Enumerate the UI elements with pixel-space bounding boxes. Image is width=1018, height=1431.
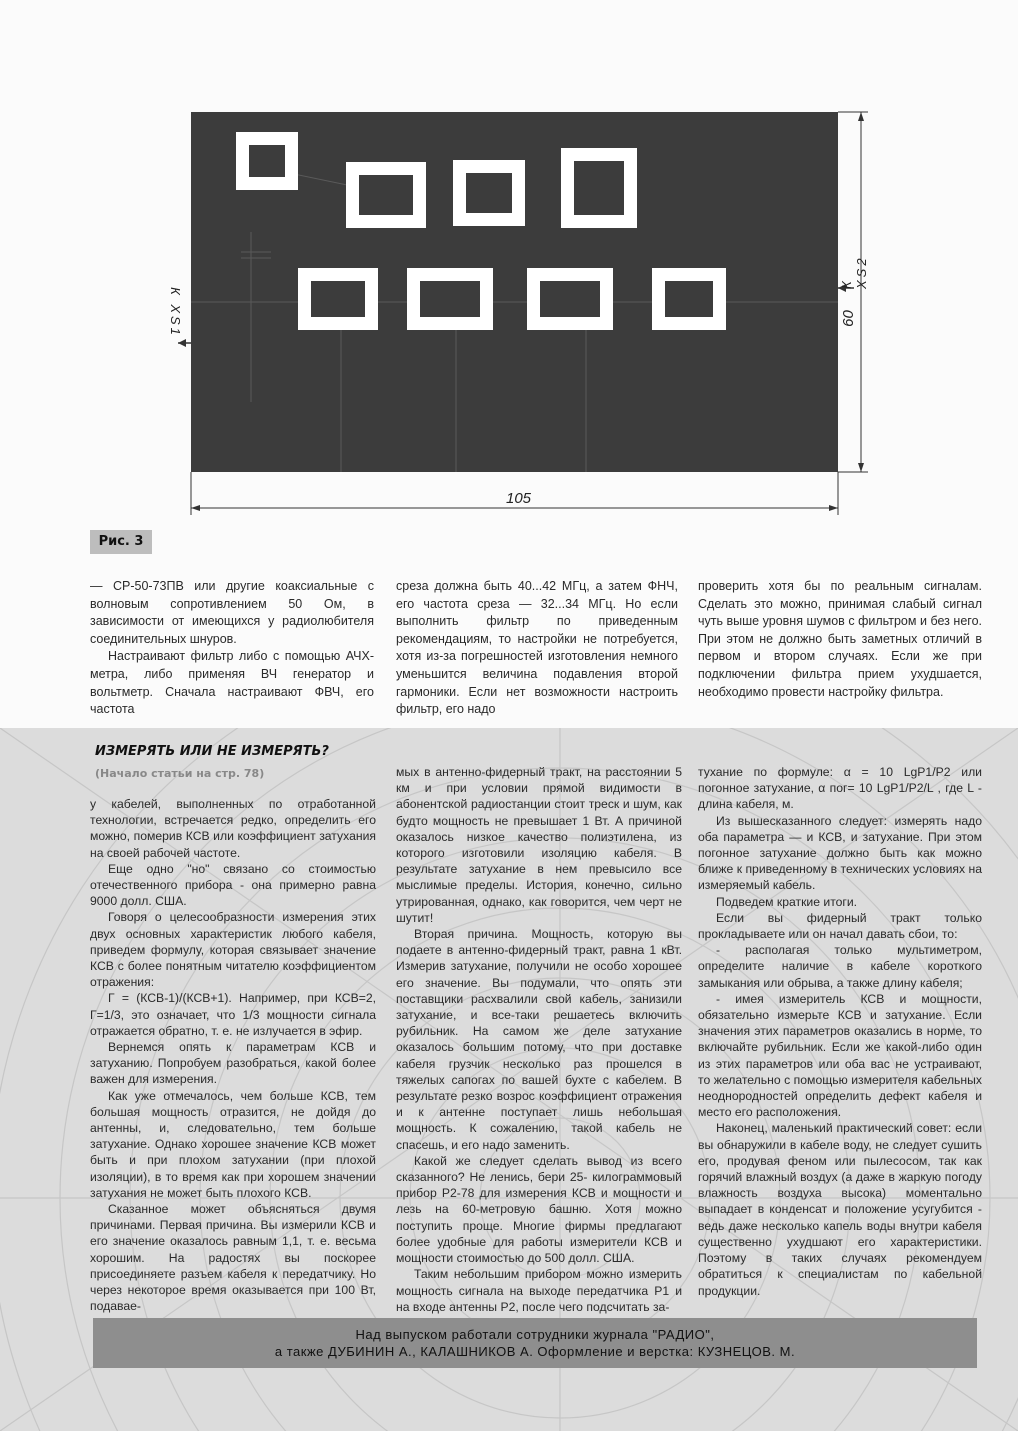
paragraph: мых в антенно-фидерный тракт, на расстоянии 5 км и при условии прямой видимости в абонентской радиостанции стоит треск и шум, как будто мощность не превышает 1 Вт. А причиной оказалось низкое качество полиэтилена, из которого изготовили изоляцию кабеля. В результате затухание в нем превысило все мыслимые пределы. История, конечно, сильно утрированная, однако, как говорится, чем черт не шутит! — [396, 765, 682, 925]
paragraph: Наконец, маленький практический совет: если вы обнаружили в кабеле воду, не следует сушить его, продувая феном или пылесосом, так как горячий влажный воздух (а даже в жаркую погоду влажность воздуха высока) моментально выпадает в конденсат и положение усугубится - ведь даже несколько капель воды внутри кабеля существенно ухудшают его характеристики. Поэтому в таких случаях рекомендуем обратиться к специалистам по кабельной продукции. — [698, 1121, 982, 1298]
dimension-height: 60 — [839, 310, 857, 327]
paragraph: Если вы фидерный тракт только прокладываете или он начал давать сбои, то: — [698, 910, 982, 942]
paragraph: Из вышесказанного следует: измерять надо оба параметра — и КСВ, и затухание. При этом погонное затухание должно быть как можно ближе к приведенному в технических условиях на измеряемый кабель. — [698, 813, 982, 893]
pad — [346, 162, 426, 228]
paragraph: среза должна быть 40...42 МГц, а затем ФНЧ, его частота среза — 32...34 МГц. Но если выполнить фильтр по приведенным рекомендациям, то настройки не потребуется, хотя из-за погрешностей изготовления немного уменьшится величина подавления второй гармоники. Если нет возможности настроить фильтр, его надо — [396, 579, 678, 717]
pad — [652, 268, 726, 330]
paragraph: Какой же следует сделать вывод из всего сказанного? Не ленись, бери 25- килограммовый прибор Р2-78 для измерения КСВ и мощности и лезь на 60-метровую башню. Хотя можно поступить проще. Многие фирмы предлагают более удобные для работы измерители КСВ и мощности стоимостью до 500 долл. США. — [396, 1153, 682, 1266]
list-item: - располагая только мультиметром, определите наличие в кабеле короткого замыкания или обрыва, а также длину кабеля; — [698, 943, 982, 990]
pad — [298, 268, 378, 330]
list-item: - имея измеритель КСВ и мощности, обязательно измерьте КСВ и затухание. Если значения этих параметров оказались в норме, то включайте рубильник. Если же какой-либо один из этих параметров или оба вас не устраивают, то желательно с помощью измерителя кабельных неоднородностей определить дефект кабеля и место его расположения. — [698, 991, 982, 1120]
pcb-board — [191, 112, 838, 472]
article-column-2 — [396, 764, 682, 1315]
paragraph: Как уже отмечалось, чем больше КСВ, тем большая мощность отразится, не дойдя до антенны, и, следовательно, тем больше затухание. Однако хорошее значение КСВ может быть и при плохом затухании (при плохой изоляции), в то время как при хорошем значении затухания не может быть плохого КСВ. — [90, 1088, 376, 1200]
paragraph: Говоря о целесообразности измерения этих двух основных характеристик любого кабеля, приведем формулу, которая связывает значение КСВ с более понятным читателю коэффициентом отражения: — [90, 910, 376, 990]
top-column-3 — [698, 578, 982, 701]
article-title: ИЗМЕРЯТЬ ИЛИ НЕ ИЗМЕРЯТЬ? — [95, 744, 329, 759]
credits-line-1: Над выпуском работали сотрудники журнала "РАДИО", — [355, 1327, 715, 1342]
credits-banner — [93, 1318, 977, 1368]
paragraph: у кабелей, выполненных по отработанной технологии, встречается редко, определить его можно, померив КСВ или коэффициент затухания на своей рабочей частоте. — [90, 797, 376, 860]
paragraph: Вторая причина. Мощность, которую вы подаете в антенно-фидерный тракт, равна 1 кВт. Измерив затухание, получили не особо хорошее его значение. Вы подумали, что опять эти поставщики расхвалили свой кабель, занизили затухание, и все-таки решаетесь включить рубильник. На самом же деле затухание оказалось большим потому, что при доставке кабеля грузчик несколько раз прошелся в тяжелых сапогах по вашей бухте с кабелем. В результате резко возрос коэффициент отражения и к антенне поступает лишь небольшая мощность. К сожалению, такой кабель не спасешь, и его надо заменить. — [396, 927, 682, 1152]
top-column-2 — [396, 578, 678, 719]
paragraph: Подведем краткие итоги. — [716, 894, 858, 909]
pad — [407, 268, 493, 330]
top-column-1 — [90, 578, 374, 719]
connector-xs2-label: К XS2 — [839, 255, 869, 289]
pad-small — [236, 132, 298, 190]
pad — [561, 148, 637, 228]
formula-paragraph: тухание по формуле: α = 10 LgP1/P2 или погонное затухание, α пог= 10 LgP1/P2/L , где L - длина кабеля, м. — [698, 765, 982, 812]
article-column-1 — [90, 796, 376, 1315]
paragraph: — СР-50-73ПВ или другие коаксиальные с волновым сопротивлением 50 Ом, в зависимости от имеющихся у радиолюбителя соединительных шнуров. — [90, 579, 374, 646]
paragraph: Настраивают фильтр либо с помощью АЧХ-метра, либо применяя ВЧ генератор и вольтметр. Сначала настраивают ФВЧ, его частота — [90, 649, 374, 717]
pad — [527, 268, 613, 330]
article-column-3 — [698, 764, 982, 1299]
credits-line-2: а также ДУБИНИН А., КАЛАШНИКОВ А. Оформление и верстка: КУЗНЕЦОВ. М. — [274, 1344, 796, 1359]
paragraph: Вернемся опять к параметрам КСВ и затуханию. Попробуем разобраться, какой более важен для измерения. — [90, 1040, 376, 1087]
paragraph: Таким небольшим прибором можно измерить мощность сигнала на выходе передатчика Р1 и на входе антенны Р2, после чего подсчитать за- — [396, 1267, 682, 1314]
article-continued-note: (Начало статьи на стр. 78) — [95, 767, 265, 780]
figure-caption: Рис. 3 — [90, 530, 152, 554]
connector-xs1-label: К XS1 — [167, 287, 183, 338]
paragraph: проверить хотя бы по реальным сигналам. Сделать это можно, принимая слабый сигнал чуть выше уровня шумов с фильтром и без него. При этом не должно быть заметных отличий в первом и втором случаях. Если же при подключении фильтра прием ухудшается, необходимо провести настройку фильтра. — [698, 579, 982, 699]
pad — [453, 160, 525, 226]
paragraph: Сказанное может объясняться двумя причинами. Первая причина. Вы измерили КСВ и его значение оказалось равным 1,1, т. е. весьма хорошим. На радостях вы поскорее присоединяете разъем кабеля к передатчику. Но через некоторое время оказывается при 100 Вт, подавае- — [90, 1202, 376, 1314]
pcb-figure — [167, 100, 878, 530]
paragraph: Еще одно "но" связано со стоимостью отечественного прибора - она примерно равна 9000 долл. США. — [90, 861, 376, 909]
formula-paragraph: Г = (КСВ-1)/(КСВ+1). Например, при КСВ=2, Г=1/3, это означает, что 1/3 мощности сигнала отражается обратно, т. е. не излучается в эфир. — [90, 991, 376, 1038]
dimension-width: 105 — [506, 490, 532, 507]
